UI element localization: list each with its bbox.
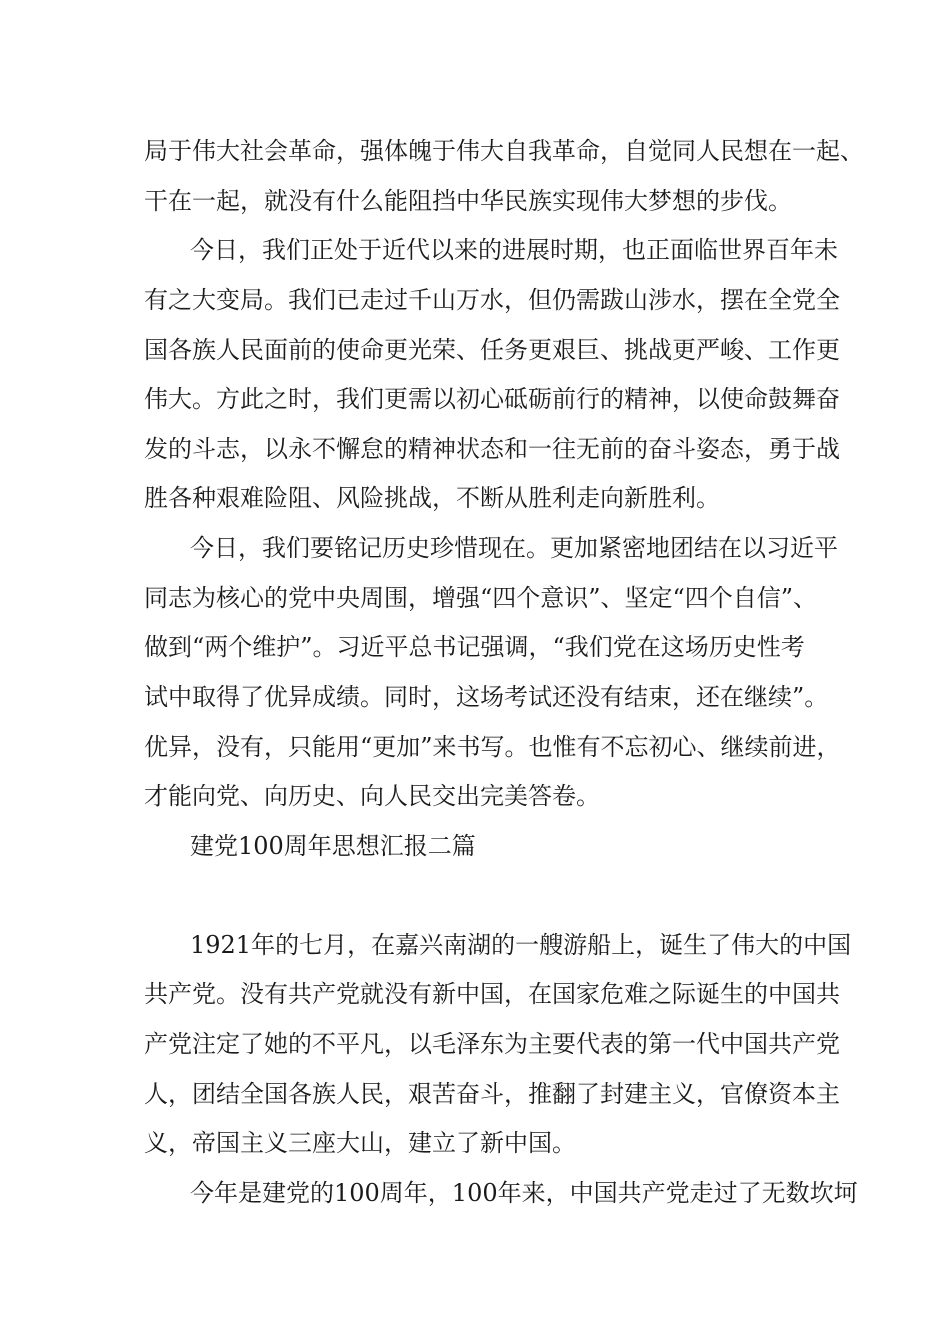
text-line: 才能向党、向历史、向人民交出完美答卷。 (144, 782, 600, 810)
text-line: 伟大。方此之时，我们更需以初心砥砺前行的精神，以使命鼓舞奋 (144, 385, 840, 413)
text-line: 做到“两个维护”。习近平总书记强调，“我们党在这场历史性考 (144, 633, 805, 661)
text-line: 今日，我们正处于近代以来的进展时期，也正面临世界百年未 (190, 236, 838, 264)
text-line: 共产党。没有共产党就没有新中国，在国家危难之际诞生的中国共 (144, 980, 840, 1008)
text-line: 试中取得了优异成绩。同时，这场考试还没有结束，还在继续”。 (144, 683, 829, 711)
text-line: 产党注定了她的不平凡，以毛泽东为主要代表的第一代中国共产党 (144, 1030, 840, 1058)
text-line: 胜各种艰难险阻、风险挑战，不断从胜利走向新胜利。 (144, 484, 720, 512)
text-line: 干在一起，就没有什么能阻挡中华民族实现伟大梦想的步伐。 (144, 187, 792, 215)
section-heading: 建党100周年思想汇报二篇 (190, 832, 476, 860)
text-line: 1921年的七月，在嘉兴南湖的一艘游船上，诞生了伟大的中国 (190, 931, 852, 959)
text-line: 同志为核心的党中央周围，增强“四个意识”、坚定“四个自信”、 (144, 584, 818, 612)
text-line: 义，帝国主义三座大山，建立了新中国。 (144, 1129, 576, 1157)
text-line: 发的斗志，以永不懈怠的精神状态和一往无前的奋斗姿态，勇于战 (144, 435, 840, 463)
text-line: 国各族人民面前的使命更光荣、任务更艰巨、挑战更严峻、工作更 (144, 336, 840, 364)
text-line: 有之大变局。我们已走过千山万水，但仍需跋山涉水，摆在全党全 (144, 286, 840, 314)
text-line: 局于伟大社会革命，强体魄于伟大自我革命，自觉同人民想在一起、 (144, 137, 864, 165)
text-line: 今年是建党的100周年，100年来，中国共产党走过了无数坎坷 (190, 1179, 858, 1207)
text-line: 优异，没有，只能用“更加”来书写。也惟有不忘初心、继续前进， (144, 733, 841, 761)
text-line: 人，团结全国各族人民，艰苦奋斗，推翻了封建主义，官僚资本主 (144, 1080, 840, 1108)
text-line: 今日，我们要铭记历史珍惜现在。更加紧密地团结在以习近平 (190, 534, 838, 562)
